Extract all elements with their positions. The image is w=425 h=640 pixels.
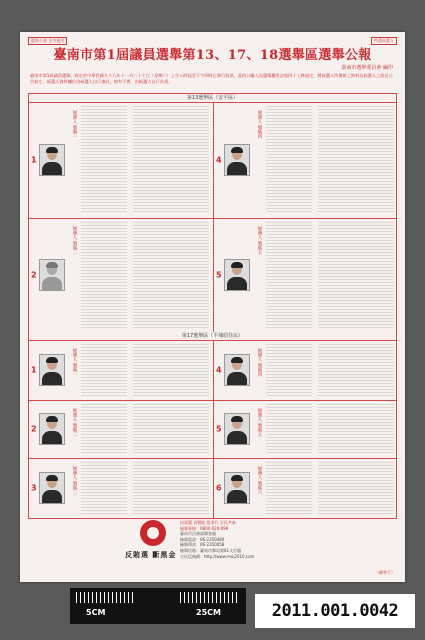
candidate-name: 候選人 號碼六 [257,466,262,495]
candidate-platform-text [133,106,209,214]
candidate-cell [29,102,213,218]
candidate-photo [39,413,65,445]
candidate-name: 候選人 號碼五 [257,408,262,437]
candidate-cell [29,458,213,518]
candidate-platform-text [133,462,209,514]
candidate-cell [29,400,213,458]
candidate-name: 候選人 號碼二 [72,408,77,437]
candidate-platform-text [133,404,209,454]
candidate-profile-text [81,344,127,396]
candidate-profile-text [266,404,312,454]
top-left-tag: 選舉公報 全市通用 [28,37,67,45]
candidate-name: 候選人 號碼一 [72,110,77,139]
footer-line: 投票選 良賢能 乾淨行 全民共來 [180,520,236,525]
candidate-platform-text [318,404,394,454]
candidate-photo [39,354,65,386]
candidate-name: 候選人 號碼四 [257,348,262,377]
candidate-number: 5 [216,424,222,434]
candidate-row [29,458,396,518]
district-label: 第13選舉區（安平區） [29,94,396,103]
anti-bribery-logo-icon [140,520,166,546]
candidate-photo [224,354,250,386]
candidate-platform-text [318,344,394,396]
candidate-number: 2 [31,270,37,280]
candidate-platform-text [318,106,394,214]
footer-line: 檢舉信箱：臺南市郵局第61支信箱 [180,547,242,553]
candidate-photo [224,472,250,504]
candidate-name: 候選人 號碼一 [72,348,77,377]
candidate-profile-text [81,404,127,454]
candidate-profile-text [266,462,312,514]
candidate-cell [214,458,398,518]
candidate-platform-text [318,462,394,514]
candidate-photo [39,259,65,291]
candidate-photo [39,144,65,176]
candidate-row [29,340,396,401]
accession-number: 2011.001.0042 [255,594,415,628]
candidate-profile-text [81,462,127,514]
candidate-cell [29,218,213,332]
candidate-photo [224,144,250,176]
footer-line: 檢舉電話：06-2350480 [180,536,225,542]
candidate-number: 1 [31,155,37,165]
candidate-cell [214,400,398,458]
intro-text: 臺南市第1屆議員選舉，經定於中華民國九十九年十一月二十七日（星期六）上午八時起至下午四時止舉行投票，茲依公職人員選舉罷免法第四十七條規定，將候選人所填報之資料及候選人之政見公告如左，候選人資料欄位由候選人自行填具，如有不實，由候選人自行負責。 [30,73,393,84]
publisher: 臺南市選舉委員會 編印 [341,65,393,71]
footer-line: 檢舉傳真：06-2350058 [180,542,225,548]
candidate-profile-text [81,222,127,328]
candidate-row [29,102,396,219]
candidate-name: 候選人 號碼二 [72,226,77,255]
candidate-cell [29,340,213,400]
page-mark: （續背千） [375,570,395,575]
slogan: 反賄選 斷黑金 [125,551,177,559]
candidate-row [29,400,396,459]
candidate-table [28,93,397,519]
candidate-name: 候選人 號碼五 [257,226,262,255]
footer-info [180,520,320,559]
ballot-bulletin-sheet [20,32,405,582]
candidate-photo [224,259,250,291]
candidate-number: 4 [216,365,222,375]
footer-line: 臺南市法務部調查處 [180,531,216,537]
candidate-number: 5 [216,270,222,280]
candidate-profile-text [266,344,312,396]
candidate-photo [39,472,65,504]
district-label: 第17選舉區（平埔原住民） [29,332,396,341]
scale-left-label: 5CM [86,608,106,617]
scale-bar [70,588,246,624]
bulletin-title: 臺南市第1屆議員選舉第13、17、18選舉區選舉公報 [53,48,372,63]
candidate-platform-text [133,222,209,328]
candidate-profile-text [266,222,312,328]
scale-right-label: 25CM [196,608,221,617]
candidate-profile-text [81,106,127,214]
top-right-tag: 特選候選人 [371,37,397,45]
candidate-number: 2 [31,424,37,434]
candidate-photo [224,413,250,445]
candidate-cell [214,218,398,332]
candidate-number: 4 [216,155,222,165]
candidate-cell [214,102,398,218]
candidate-row [29,218,396,333]
candidate-platform-text [133,344,209,396]
candidate-number: 6 [216,483,222,493]
candidate-name: 候選人 號碼四 [257,110,262,139]
footer-line: 全民反賄網：http://www.moj2010.com [180,553,255,559]
candidate-number: 3 [31,483,37,493]
candidate-number: 1 [31,365,37,375]
candidate-name: 候選人 號碼三 [72,466,77,495]
candidate-platform-text [318,222,394,328]
footer-line: 檢舉專線：0800-024-099 [180,525,229,531]
candidate-profile-text [266,106,312,214]
candidate-cell [214,340,398,400]
